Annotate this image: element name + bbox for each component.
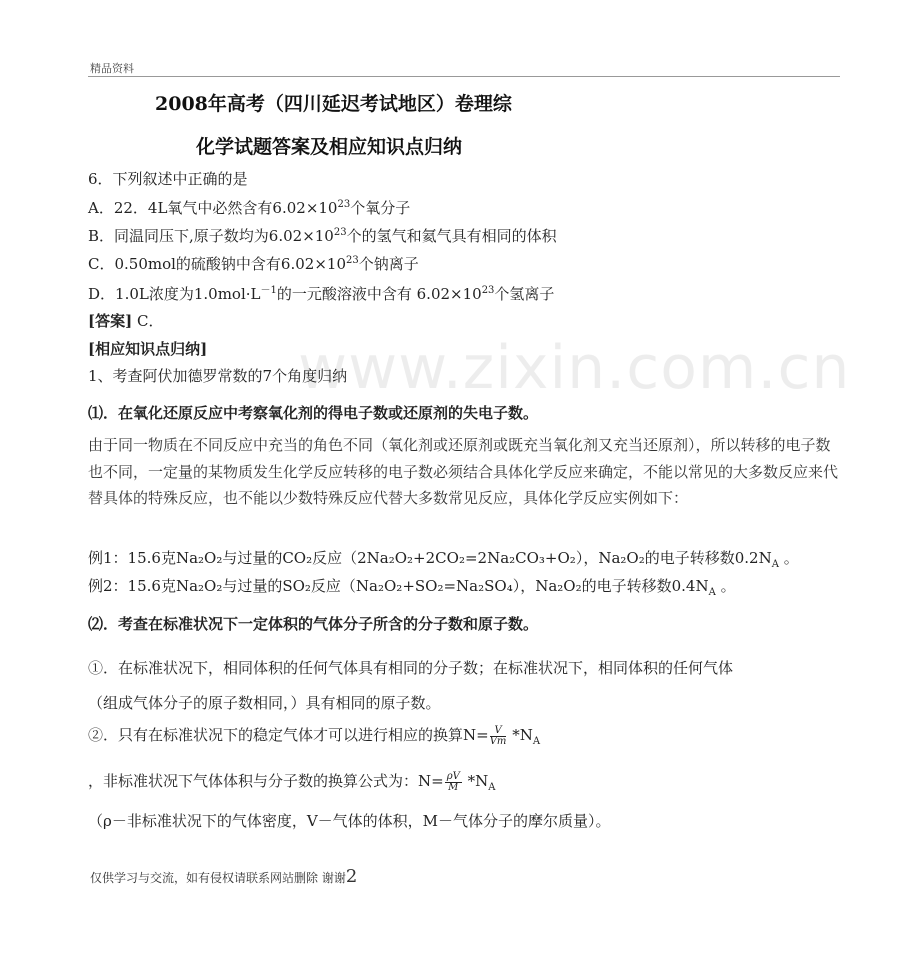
header-label: 精品资料 — [90, 62, 134, 75]
option-d-text: D．1.0L浓度为1.0mol·L — [88, 285, 261, 303]
example-2 — [88, 575, 736, 598]
option-d — [88, 281, 554, 304]
formula-2-suffix: *N — [462, 772, 489, 790]
option-d-unit-exponent: －1 — [260, 285, 277, 296]
option-a — [88, 197, 410, 218]
example-2-end: 。 — [715, 577, 736, 595]
point2-heading: ⑵．考查在标准状况下一定体积的气体分子所含的分子数和原子数。 — [88, 615, 539, 633]
option-d-exponent: 23 — [481, 285, 495, 296]
example-1-end: 。 — [778, 549, 799, 567]
example-1 — [88, 547, 799, 570]
formula-2-denominator: M — [448, 781, 459, 793]
point2-clause-2 — [88, 724, 540, 747]
answer-value: C． — [136, 312, 164, 330]
answer — [88, 310, 163, 331]
answer-label: [答案] — [88, 312, 133, 330]
formula-1-denominator: Vm — [489, 735, 507, 747]
option-c-suffix: 个钠离子 — [358, 255, 419, 273]
formula-1-suffix: *N — [507, 726, 533, 744]
option-a-suffix: 个氧分子 — [350, 199, 411, 217]
point2-clause-4: （ρ－非标准状况下的气体密度，V－气体的体积，M－气体分子的摩尔质量）。 — [88, 812, 611, 830]
option-b-text: B．同温同压下,原子数均为6.02×10 — [88, 227, 334, 245]
watermark: www.zixin.com.cn — [298, 333, 851, 403]
question-stem: 6．下列叙述中正确的是 — [88, 170, 248, 188]
page-number: 2 — [345, 866, 358, 887]
formula-2-fraction — [445, 772, 462, 793]
knowledge-intro: 1、考查阿伏加德罗常数的7个角度归纳 — [88, 367, 348, 385]
point1-heading: ⑴．在氧化还原反应中考察氧化剂的得电子数或还原剂的失电子数。 — [88, 404, 539, 422]
option-b-exponent: 23 — [333, 227, 347, 238]
point2-clause-1: ①．在标准状况下，相同体积的任何气体具有相同的分子数；在标准状况下，相同体积的任何气体 — [88, 659, 734, 677]
option-c-text: C．0.50mol的硫酸钠中含有6.02×10 — [88, 255, 346, 273]
footer-text: 仅供学习与交流，如有侵权请联系网站删除 谢谢 — [90, 871, 346, 885]
option-b-suffix: 个的氢气和氦气具有相同的体积 — [346, 227, 557, 245]
title-line-1: 2008年高考（四川延迟考试地区）卷理综 — [155, 93, 512, 115]
option-c-exponent: 23 — [345, 255, 359, 266]
point2-clause-1-cont: （组成气体分子的原子数相同，）具有相同的原子数。 — [88, 694, 441, 712]
option-c — [88, 253, 419, 274]
example-1-text: 例1：15.6克Na₂O₂与过量的CO₂反应（2Na₂O₂+2CO₂=2Na₂CO₃+O₂），Na₂O₂的电子转移数0.2N — [88, 549, 772, 567]
knowledge-label: [相应知识点归纳] — [88, 340, 208, 358]
option-d-suffix: 个氢离子 — [494, 285, 555, 303]
footer — [90, 866, 357, 887]
example-1-subscript: A — [771, 559, 779, 570]
formula-2-subscript: A — [488, 782, 496, 793]
point2-clause-3 — [88, 770, 495, 793]
option-b — [88, 225, 557, 246]
formula-1-numerator: V — [490, 726, 507, 737]
example-2-subscript: A — [708, 587, 716, 598]
formula-1-prefix: ②．只有在标准状况下的稳定气体才可以进行相应的换算N= — [88, 726, 489, 744]
header-divider — [88, 76, 840, 77]
title-line-2: 化学试题答案及相应知识点归纳 — [196, 136, 463, 158]
option-a-exponent: 23 — [337, 199, 351, 210]
formula-2-numerator: ρV — [446, 770, 460, 782]
option-d-middle: 的一元酸溶液中含有 6.02×10 — [276, 285, 482, 303]
option-a-text: A．22．4L氧气中必然含有6.02×10 — [88, 199, 338, 217]
formula-1-fraction — [490, 726, 507, 747]
example-2-text: 例2：15.6克Na₂O₂与过量的SO₂反应（Na₂O₂+SO₂=Na₂SO₄），Na₂O₂的电子转移数0.4N — [88, 577, 709, 595]
point1-body: 由于同一物质在不同反应中充当的角色不同（氧化剂或还原剂或既充当氧化剂又充当还原剂），所以转移的电子数也不同，一定量的某物质发生化学反应转移的电子数必须结合具体化学反应来确定，不能以常见的大多数反应来代替具体的特殊反应，也不能以少数特殊反应代替大多数常见反应，具体化学反应实例如下： — [88, 436, 839, 507]
formula-1-subscript: A — [532, 736, 541, 747]
formula-2-prefix: ，非标准状况下气体体积与分子数的换算公式为：N= — [88, 772, 444, 790]
